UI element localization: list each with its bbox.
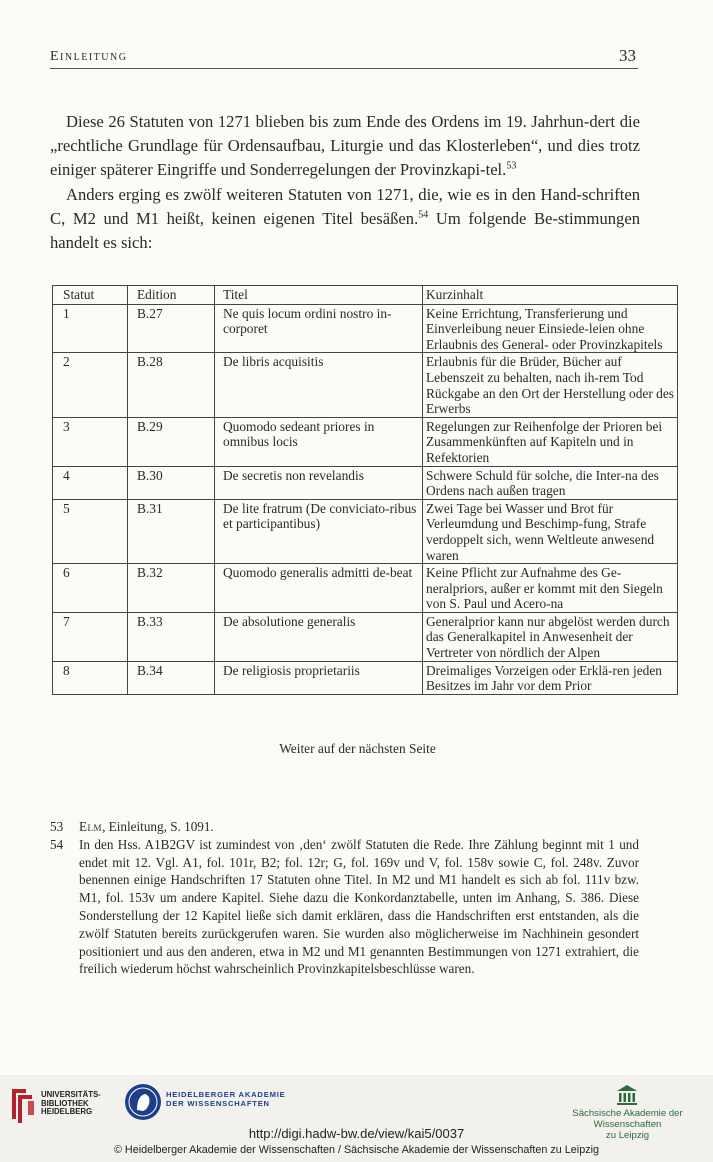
cell-titel: Ne quis locum ordini nostro in-corporet (215, 304, 423, 353)
hadw-logo[interactable] (123, 1082, 303, 1124)
table-row (53, 304, 678, 353)
column-header-statut: Statut (53, 286, 128, 305)
cell-statut: 4 (53, 466, 128, 499)
cell-kurzinhalt: Erlaubnis für die Brüder, Bücher auf Lebenszeit zu behalten, nach ih-rem Tod Rückgabe an den Ort der Herstellung oder des Erwerbs (423, 353, 678, 417)
saw-building-icon (616, 1084, 638, 1106)
footnotes (50, 818, 639, 978)
table-continued-note: Weiter auf der nächsten Seite (279, 741, 436, 756)
cell-kurzinhalt: Generalprior kann nur abgelöst werden durch das Generalkapitel in Anwesenheit der Vertreter von nördlich der Alpen (423, 612, 678, 661)
hadw-line-2: DER WISSENSCHAFTEN (166, 1099, 270, 1108)
column-header-titel: Titel (215, 286, 423, 305)
ub-line-3: HEIDELBERG (41, 1107, 93, 1117)
cell-edition: B.30 (128, 466, 215, 499)
cell-kurzinhalt: Keine Errichtung, Transferierung und Einverleibung neuer Einsiede-leien ohne Erlaubnis des General- oder Provinzkapitels (423, 304, 678, 353)
cell-kurzinhalt: Dreimaliges Vorzeigen oder Erklä-ren jeden Besitzes im Jahr vor dem Prior (423, 661, 678, 694)
table-row (53, 417, 678, 466)
paragraph-2-text: Anders erging es zwölf weiteren Statuten von 1271, die, wie es in den Hand-schriften C, M2 und M1 heißt, keinen eigenen Titel besäßen. (50, 184, 640, 228)
footnote-text: , Einleitung, S. 1091. (102, 819, 214, 834)
table-row (53, 353, 678, 417)
cell-kurzinhalt: Zwei Tage bei Wasser und Brot für Verleumdung und Beschimp-fung, Strafe verdoppelt sich, wenn Weltleute anwesend waren (423, 499, 678, 563)
cell-edition: B.27 (128, 304, 215, 353)
cell-statut: 6 (53, 564, 128, 613)
table-row (53, 661, 678, 694)
cell-edition: B.32 (128, 564, 215, 613)
footnote-53 (50, 818, 639, 836)
running-head (50, 46, 638, 69)
cell-statut: 3 (53, 417, 128, 466)
saw-line-2: zu Leipzig (605, 1130, 650, 1141)
permalink-url[interactable]: http://digi.hadw-bw.de/view/kai5/0037 (248, 1126, 465, 1141)
cell-titel: De lite fratrum (De conviciato-ribus et participantibus) (215, 499, 423, 563)
cell-statut: 8 (53, 661, 128, 694)
table-row (53, 612, 678, 661)
footnote-author: Elm (79, 819, 103, 834)
ub-heidelberg-icon (8, 1085, 38, 1125)
ub-line-1: UNIVERSITÄTS- (41, 1090, 101, 1099)
saw-line-1: Sächsische Akademie der Wissenschaften (572, 1108, 683, 1130)
cell-kurzinhalt: Regelungen zur Reihenfolge der Prioren bei Zusammenkünften auf Kapiteln und in Refektorien (423, 417, 678, 466)
footnote-ref-53[interactable]: 53 (506, 160, 517, 172)
cell-statut: 1 (53, 304, 128, 353)
paragraph-2 (50, 183, 640, 256)
footnote-text: In den Hss. A1B2GV ist zumindest von ‚den‘ zwölf Statuten die Rede. Ihre Zählung beginnt mit 1 und endet mit 12. Vgl. A1, fol. 101r, B2; fol. 12r; G, fol. 169v und V, fol. 158v sowie C, fol. 248v. Zuvor benennen einige Handschriften 17 Statuten ohne Titel. In M2 und M1 handelt es sich ab fol. 111v bzw. M1, fol. 153v um andere Kapitel. Siehe dazu die Konkordanztabelle, unten im Anhang, S. 386. Diese Sonderstellung der 12 Kapitel ließe sich damit erklären, dass die Handschriften erst entstanden, als die zwölf Statuten bereits zurückgerufen waren. Sie wurden also möglicherweise im Nachhinein gesondert positioniert und aus den anderen, etwa in M2 und M1 genannten Bestimmungen von 1271 extrahiert, die freilich wiederum höchst wahrscheinlich Provinzkapitelsbeschlüsse waren. (79, 836, 639, 977)
cell-edition: B.33 (128, 612, 215, 661)
cell-edition: B.29 (128, 417, 215, 466)
cell-titel: De religiosis proprietariis (215, 661, 423, 694)
page-number: 33 (619, 46, 636, 65)
footnote-number: 54 (50, 836, 64, 852)
table-header-row (53, 286, 678, 305)
ub-heidelberg-logo[interactable] (8, 1085, 108, 1125)
cell-edition: B.34 (128, 661, 215, 694)
ub-line-2: BIBLIOTHEK (41, 1098, 89, 1108)
cell-titel: De secretis non revelandis (215, 466, 423, 499)
footnote-54 (50, 836, 639, 978)
column-header-edition: Edition (128, 286, 215, 305)
cell-kurzinhalt: Keine Pflicht zur Aufnahme des Ge-neralpriors, außer er kommt mit den Siegeln von S. Paul und Acero-na (423, 564, 678, 613)
cell-statut: 5 (53, 499, 128, 563)
cell-kurzinhalt: Schwere Schuld für solche, die Inter-na des Ordens nach außen tragen (423, 466, 678, 499)
hadw-seal-icon (123, 1082, 163, 1122)
cell-titel: De absolutione generalis (215, 612, 423, 661)
cell-edition: B.31 (128, 499, 215, 563)
cell-edition: B.28 (128, 353, 215, 417)
body-text (50, 110, 640, 255)
footnote-number: 53 (50, 819, 64, 834)
cell-titel: Quomodo generalis admitti de-beat (215, 564, 423, 613)
statutes-table (52, 285, 678, 695)
table-row (53, 564, 678, 613)
paragraph-1 (50, 110, 640, 183)
cell-statut: 2 (53, 353, 128, 417)
hadw-line-1: HEIDELBERGER AKADEMIE (166, 1090, 286, 1099)
table-row (53, 499, 678, 563)
footnote-ref-54[interactable]: 54 (418, 209, 429, 221)
paragraph-2-text-after: Um folgende Be-stimmungen handelt es sich: (50, 208, 640, 253)
copyright-notice: © Heidelberger Akademie der Wissenschaften / Sächsische Akademie der Wissenschaften zu Leipzig (113, 1144, 600, 1156)
ub-heidelberg-text (41, 1091, 101, 1117)
paragraph-1-text: Diese 26 Statuten von 1271 blieben bis zum Ende des Ordens im 19. Jahrhun-dert die „rechtliche Grundlage für Ordensaufbau, Liturgie und das Klosterleben“, und dies trotz einiger späterer Eingriffe und Sonderregelungen der Provinzkapi-tel. (50, 112, 640, 180)
section-title: Einleitung (50, 49, 128, 64)
hadw-text (166, 1090, 285, 1108)
column-header-kurzinhalt: Kurzinhalt (423, 286, 678, 305)
cell-statut: 7 (53, 612, 128, 661)
cell-titel: Quomodo sedeant priores in omnibus locis (215, 417, 423, 466)
table-row (53, 466, 678, 499)
cell-titel: De libris acquisitis (215, 353, 423, 417)
